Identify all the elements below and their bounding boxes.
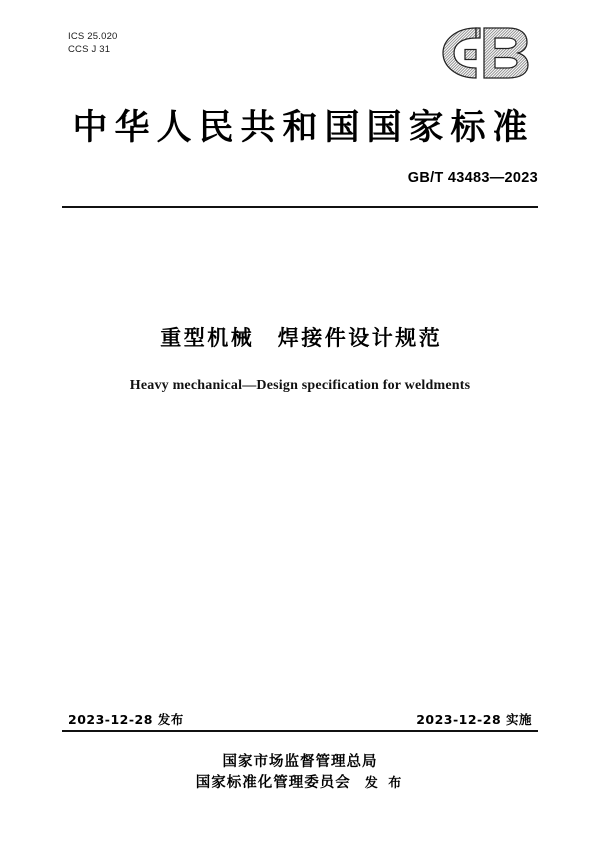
publisher-line-2-wrap <box>196 773 405 794</box>
publisher-line-2: 国家标准化管理委员会 <box>195 775 351 791</box>
standard-number: GB/T 43483—2023 <box>407 170 538 186</box>
publisher-block <box>0 752 600 794</box>
ics-code: ICS 25.020 <box>68 31 118 42</box>
document-title-en: Heavy mechanical—Design specification for weldments <box>129 378 471 393</box>
divider-top <box>62 206 538 208</box>
implementation-date: 2023-12-28 实施 <box>416 712 532 727</box>
page-title: 中华人民共和国国家标准 <box>72 108 535 148</box>
ccs-code: CCS J 31 <box>68 44 111 55</box>
publish-label: 发 布 <box>364 776 405 791</box>
document-title-cn: 重型机械 焊接件设计规范 <box>160 326 443 350</box>
issue-date: 2023-12-28 发布 <box>68 712 184 727</box>
gb-emblem-icon <box>428 22 538 84</box>
publisher-line-1: 国家市场监督管理总局 <box>222 754 378 770</box>
divider-bottom <box>62 730 538 732</box>
classification-codes <box>68 30 118 56</box>
